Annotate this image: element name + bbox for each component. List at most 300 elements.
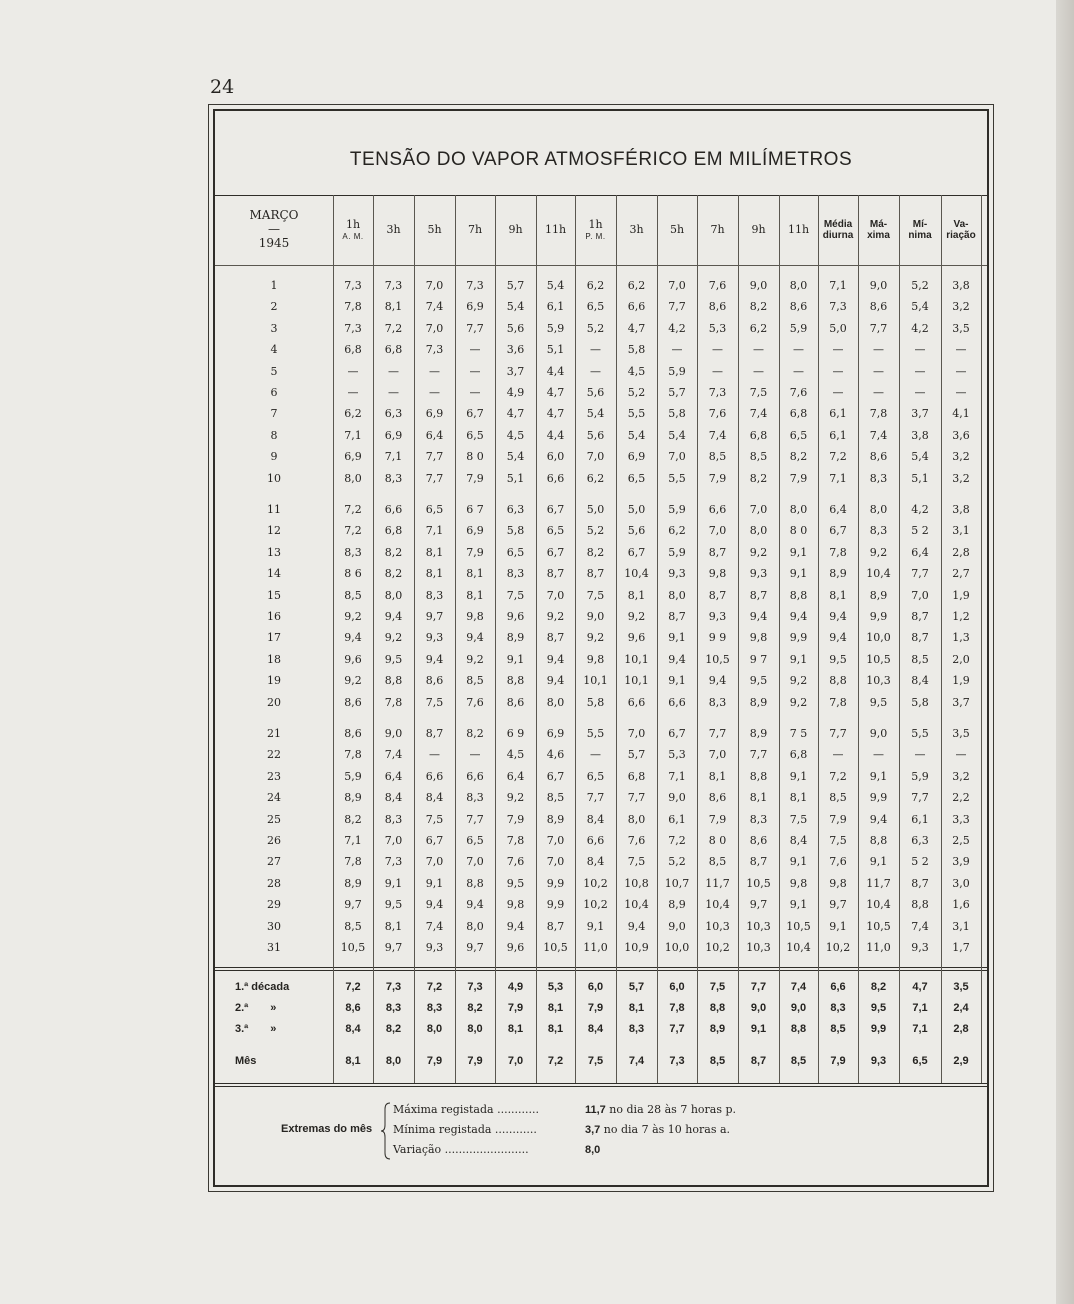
table-cell: 7,2	[344, 524, 362, 538]
table-cell: 3,9	[952, 855, 970, 869]
ditto-mark: »	[270, 1002, 277, 1014]
table-cell: —	[873, 386, 884, 399]
stat-header	[941, 195, 981, 265]
table-cell: 8,0	[749, 524, 768, 538]
table-cell: 9,1	[668, 631, 686, 645]
table-cell: 4,2	[911, 503, 929, 516]
table-cell: 6,3	[384, 407, 403, 421]
table-cell: 10,4	[624, 898, 649, 912]
table-cell: 7,5	[425, 812, 444, 826]
table-cell: 7,1	[344, 428, 362, 442]
hour-header	[414, 195, 455, 265]
table-cell: —	[590, 364, 601, 378]
summary-cell: 8,0	[426, 1023, 443, 1035]
table-cell: 1,9	[952, 674, 970, 688]
hour-header	[495, 195, 536, 265]
table-cell: 7,9	[708, 471, 727, 485]
table-cell: 5,6	[586, 386, 605, 399]
table-cell: 8,7	[586, 567, 605, 581]
extreme-var-value	[585, 1143, 600, 1156]
day-label: 9	[270, 450, 278, 464]
table-cell: 7,6	[466, 695, 484, 709]
summary-cell: 2,4	[953, 1002, 969, 1014]
table-row	[215, 403, 991, 424]
page-edge	[1056, 0, 1074, 1304]
table-cell: 5,0	[829, 321, 847, 335]
table-cell: 9 7	[749, 652, 768, 666]
table-cell: 9,0	[668, 919, 686, 933]
day-label: 4	[270, 343, 278, 357]
table-cell: 9,2	[344, 610, 362, 623]
table-cell: 7,4	[425, 300, 444, 314]
table-cell: 10,9	[624, 941, 649, 954]
table-cell: —	[955, 386, 967, 399]
table-row	[215, 425, 991, 446]
day-label: 22	[267, 748, 281, 762]
table-cell: —	[429, 748, 440, 762]
table-cell: 8,5	[344, 919, 362, 933]
table-cell: 9,4	[546, 674, 565, 688]
stat-header	[818, 195, 858, 265]
table-cell: 7,1	[384, 450, 403, 464]
month-summary-cell: 8,0	[385, 1055, 402, 1067]
summary-cell: 7,2	[345, 981, 361, 993]
hour-header-label: 11h	[787, 222, 810, 236]
hour-header-period: P. M.	[585, 231, 606, 241]
table-cell: 8,2	[789, 450, 808, 464]
table-cell: 8,7	[668, 610, 686, 623]
table-cell: 9,8	[586, 652, 605, 666]
table-cell: 9,6	[506, 941, 525, 954]
table-cell: 9,0	[384, 727, 403, 740]
hour-header	[697, 195, 738, 265]
table-row	[215, 787, 991, 808]
summary-cell: 9,0	[790, 1002, 807, 1014]
table-cell: 8,9	[506, 631, 525, 645]
table-cell: 7,7	[586, 791, 605, 805]
summary-cell: 8,3	[830, 1002, 846, 1014]
table-cell: 5,2	[586, 524, 605, 538]
table-cell: 7,1	[344, 834, 362, 847]
summary-cell: 8,2	[467, 1002, 483, 1014]
table-cell: 7,0	[627, 727, 646, 740]
table-cell: 7,7	[869, 321, 888, 335]
table-cell: 7,9	[466, 471, 484, 485]
table-cell: 9,4	[749, 610, 768, 623]
table-cell: 8,4	[911, 674, 929, 688]
table-cell: 9,4	[668, 652, 686, 666]
summary-cell: 8,8	[709, 1002, 726, 1014]
hour-header	[779, 195, 818, 265]
table-cell: 8,6	[708, 300, 727, 314]
summary-cell: 8,1	[547, 1002, 564, 1014]
table-cell: 7,1	[425, 524, 444, 538]
hour-header	[373, 195, 414, 265]
table-cell: 8,0	[627, 812, 646, 826]
table-row	[215, 542, 991, 563]
table-cell: 5 2	[911, 524, 929, 538]
table-cell: 10,4	[786, 941, 811, 954]
table-cell: 8,2	[344, 812, 362, 826]
table-cell: 6,2	[668, 524, 686, 538]
table-cell: 8,5	[546, 791, 565, 805]
table-cell: 8,2	[586, 545, 605, 559]
table-cell: 8,2	[466, 727, 484, 740]
table-cell: 4,4	[546, 364, 565, 378]
table-cell: 8,1	[384, 919, 403, 933]
table-cell: 9,8	[466, 610, 484, 623]
table-cell: 10,0	[664, 941, 690, 954]
hour-header-period: A. M.	[342, 231, 364, 241]
table-cell: 7,4	[708, 428, 727, 442]
day-label: 11	[267, 503, 281, 516]
day-label: 27	[267, 855, 281, 869]
summary-cell: 7,9	[507, 1002, 524, 1014]
table-cell: 9,4	[829, 610, 847, 623]
table-cell: 1,7	[952, 941, 970, 954]
table-cell: 7,5	[749, 386, 768, 399]
table-row	[215, 809, 991, 830]
table-cell: 7,3	[344, 279, 362, 292]
table-cell: —	[753, 364, 764, 378]
hour-header-label: 9h	[751, 222, 766, 236]
table-cell: 5,7	[668, 386, 686, 399]
day-label: 30	[267, 919, 281, 933]
table-cell: 7,8	[344, 855, 362, 869]
table-cell: 6,9	[627, 450, 646, 464]
table-cell: 3,6	[952, 428, 970, 442]
table-cell: 10,3	[746, 941, 771, 954]
table-cell: 8,7	[708, 588, 727, 602]
table-cell: 9,7	[384, 941, 403, 954]
table-cell: 10,2	[825, 941, 851, 954]
summary-cell: 8,5	[830, 1023, 846, 1035]
table-cell: 6,6	[546, 471, 565, 485]
table-cell: 7,5	[506, 588, 525, 602]
table-cell: 9,1	[506, 652, 525, 666]
page-title: TENSÃO DO VAPOR ATMOSFÉRICO EM MILÍMETROS	[349, 149, 853, 170]
table-cell: 3,7	[952, 695, 970, 709]
table-cell: 8,2	[384, 567, 403, 581]
table-cell: 9,7	[344, 898, 362, 912]
table-cell: 7,9	[506, 812, 525, 826]
summary-cell: 8,2	[870, 981, 887, 993]
month-summary-cell: 7,0	[507, 1055, 524, 1067]
table-cell: 10,1	[583, 674, 608, 688]
table-cell: 8,1	[384, 300, 403, 314]
table-cell: 5,6	[586, 428, 605, 442]
table-cell: 8,5	[344, 588, 362, 602]
table-cell: 7,6	[708, 407, 727, 421]
table-cell: 9,2	[466, 652, 484, 666]
table-cell: 5,6	[627, 524, 646, 538]
table-cell: 6,8	[627, 769, 646, 783]
summary-cell: 7,8	[669, 1002, 685, 1014]
table-cell: 6,9	[384, 428, 403, 442]
table-cell: 6,6	[466, 769, 484, 783]
table-cell: 8,5	[708, 450, 727, 464]
table-cell: 2,5	[952, 834, 970, 847]
table-cell: 7,3	[829, 300, 847, 314]
table-cell: 10,4	[705, 898, 730, 912]
table-cell: 10,5	[866, 919, 891, 933]
table-cell: 10,4	[866, 898, 891, 912]
month-header-month-label: MARÇO	[249, 208, 299, 223]
table-cell: 4,5	[627, 364, 646, 378]
table-cell: 6,3	[506, 503, 525, 516]
table-cell: 6,3	[911, 834, 929, 847]
table-cell: 8,8	[829, 674, 847, 688]
table-cell: 6,6	[425, 769, 444, 783]
table-cell: 6,7	[425, 834, 444, 847]
table-cell: 8,7	[708, 545, 727, 559]
table-cell: 7,5	[829, 834, 847, 847]
table-cell: —	[753, 343, 764, 357]
table-cell: 9,7	[829, 898, 847, 912]
table-cell: —	[388, 386, 399, 399]
table-row	[215, 766, 991, 787]
table-cell: 9,7	[466, 941, 484, 954]
table-cell: 9,4	[506, 919, 525, 933]
table-cell: 7,9	[708, 812, 727, 826]
summary-row	[215, 977, 991, 998]
day-label: 20	[267, 695, 281, 709]
stat-header-line1: Má-	[869, 218, 888, 230]
table-cell: —	[469, 364, 481, 378]
table-cell: 7,7	[466, 812, 484, 826]
table-cell: 7,0	[668, 450, 686, 464]
summary-cell: 8,4	[587, 1023, 604, 1035]
day-label: 21	[267, 727, 281, 740]
table-cell: 7,0	[911, 588, 929, 602]
table-cell: 7,8	[344, 300, 362, 314]
table-cell: 8,1	[789, 791, 808, 805]
table-cell: 6,7	[829, 524, 847, 538]
table-cell: 10,5	[705, 652, 730, 666]
table-cell: 5,9	[668, 503, 686, 516]
table-cell: 1,6	[952, 898, 970, 912]
table-cell: 6,6	[586, 834, 605, 847]
hour-header	[455, 195, 495, 265]
table-cell: 6,5	[627, 471, 646, 485]
summary-cell: 9,0	[750, 1002, 767, 1014]
table-row	[215, 670, 991, 691]
table-cell: —	[955, 364, 967, 378]
table-cell: 7,5	[627, 855, 646, 869]
table-cell: 8,3	[384, 812, 403, 826]
table-cell: 7,2	[829, 450, 847, 464]
table-cell: 9,4	[344, 631, 362, 645]
rule-line	[215, 970, 987, 971]
summary-cell: 8,1	[628, 1002, 645, 1014]
table-cell: 7,0	[749, 503, 768, 516]
table-frame	[208, 104, 994, 1192]
summary-label-text: 3.ª	[235, 1023, 249, 1035]
table-cell: 8,0	[384, 588, 403, 602]
table-cell: 7,0	[546, 855, 565, 869]
table-cell: 8,2	[749, 300, 768, 314]
table-cell: 9,9	[546, 876, 565, 890]
table-cell: 9,5	[384, 652, 403, 666]
table-cell: 9,1	[789, 545, 808, 559]
table-cell: 7,2	[829, 769, 847, 783]
table-cell: 7,3	[466, 279, 484, 292]
table-cell: 11,7	[705, 876, 730, 890]
rule-line	[215, 1083, 987, 1084]
table-cell: 7,9	[466, 545, 484, 559]
table-cell: —	[429, 386, 440, 399]
table-cell: 9,4	[384, 610, 403, 623]
table-cell: 8,7	[911, 610, 929, 623]
day-label: 25	[267, 812, 281, 826]
table-cell: —	[388, 364, 399, 378]
table-cell: —	[469, 343, 481, 357]
table-cell: 9,1	[789, 567, 808, 581]
table-inner	[213, 109, 989, 1187]
table-cell: 7,9	[829, 812, 847, 826]
table-cell: 9,5	[506, 876, 525, 890]
table-cell: 10,5	[786, 919, 811, 933]
table-cell: 6,7	[546, 769, 565, 783]
extreme-min-value	[585, 1123, 730, 1136]
hour-header-label: 1h	[588, 218, 603, 232]
table-cell: 6,5	[425, 503, 444, 516]
table-cell: 5,9	[344, 769, 362, 783]
stat-header-line2: xima	[867, 230, 890, 241]
table-cell: 8,6	[869, 300, 888, 314]
table-cell: 3,8	[952, 503, 970, 516]
table-cell: 7,7	[829, 727, 847, 740]
table-cell: —	[914, 748, 926, 762]
table-cell: 7,7	[466, 321, 484, 335]
table-cell: 5,0	[586, 503, 605, 516]
month-summary-cell: 7,9	[830, 1055, 846, 1067]
table-cell: 8,3	[749, 812, 768, 826]
table-cell: 8,6	[344, 727, 362, 740]
table-cell: 9,8	[506, 898, 525, 912]
month-summary-cell: 8,7	[750, 1055, 767, 1067]
table-cell: —	[671, 343, 683, 357]
table-cell: 5,8	[586, 695, 605, 709]
table-cell: 8,3	[869, 524, 888, 538]
table-cell: 8,0	[344, 471, 362, 485]
extreme-min-number: 3,7	[585, 1124, 601, 1136]
summary-cell: 4,9	[507, 981, 524, 993]
extreme-min-label: Mínima registada ............	[393, 1123, 537, 1136]
table-cell: 8,3	[708, 695, 727, 709]
table-cell: 1,3	[952, 631, 970, 645]
summary-cell: 7,7	[669, 1023, 685, 1035]
table-cell: 8,4	[586, 855, 605, 869]
table-cell: 7,7	[708, 727, 727, 740]
table-cell: 8,7	[911, 876, 929, 890]
month-summary-cell: 7,9	[426, 1055, 443, 1067]
table-cell: 9,0	[749, 279, 768, 292]
table-cell: 6,8	[749, 428, 768, 442]
summary-row	[215, 998, 991, 1019]
summary-cell: 8,0	[467, 1023, 483, 1035]
table-cell: 5,2	[668, 855, 686, 869]
table-cell: 7,5	[586, 588, 605, 602]
table-cell: 8,0	[546, 695, 565, 709]
table-cell: 8,8	[466, 876, 484, 890]
table-cell: —	[955, 343, 967, 357]
extreme-max-number: 11,7	[585, 1104, 606, 1116]
table-cell: 8,9	[829, 567, 847, 581]
table-cell: 6,7	[546, 545, 565, 559]
table-cell: 10,3	[705, 919, 730, 933]
table-cell: 5 2	[911, 855, 929, 869]
table-cell: 3,1	[952, 524, 970, 538]
table-row	[215, 649, 991, 670]
month-summary-cell: 7,3	[669, 1055, 685, 1067]
table-row	[215, 318, 991, 339]
table-cell: 7,0	[546, 588, 565, 602]
table-cell: 7,3	[344, 321, 362, 335]
table-cell: 5,7	[627, 748, 646, 762]
table-cell: 7,4	[425, 919, 444, 933]
day-label: 16	[267, 610, 281, 623]
table-cell: 6,9	[466, 300, 484, 314]
rule-line	[215, 1086, 987, 1087]
table-cell: 5,8	[911, 695, 929, 709]
hour-header	[575, 195, 616, 265]
table-cell: 9,1	[829, 919, 847, 933]
table-cell: 9,2	[749, 545, 768, 559]
table-cell: 4,5	[506, 748, 525, 762]
table-cell: 7,7	[627, 791, 646, 805]
table-cell: 8,6	[344, 695, 362, 709]
table-cell: 5,8	[627, 343, 646, 357]
table-cell: 8,3	[869, 471, 888, 485]
table-cell: 9,8	[749, 631, 768, 645]
table-cell: 5,9	[789, 321, 808, 335]
hour-header-label: 5h	[427, 222, 442, 236]
table-cell: 7,6	[829, 855, 847, 869]
table-cell: 7,4	[869, 428, 888, 442]
table-cell: 10,3	[746, 919, 771, 933]
table-cell: 9,4	[627, 919, 646, 933]
stat-header	[858, 195, 899, 265]
table-cell: —	[347, 364, 359, 378]
table-cell: 10,5	[746, 876, 771, 890]
table-row	[215, 382, 991, 403]
table-cell: 4,4	[546, 428, 565, 442]
table-cell: 10,5	[543, 941, 568, 954]
month-header-year: 1945	[258, 235, 290, 250]
extreme-max-detail: no dia 28 às 7 horas p.	[605, 1103, 737, 1116]
stat-header-line2: nima	[908, 230, 932, 241]
table-row	[215, 916, 991, 937]
day-label: 7	[270, 407, 278, 421]
table-cell: 8,6	[789, 300, 808, 314]
table-cell: 5,5	[627, 407, 646, 421]
table-cell: 8,3	[425, 588, 444, 602]
summary-cell: 8,1	[507, 1023, 524, 1035]
table-cell: 7,1	[829, 471, 847, 485]
summary-cell: 7,4	[790, 981, 807, 993]
table-cell: 8,9	[668, 898, 686, 912]
table-cell: 6,6	[627, 695, 646, 709]
summary-cell: 8,3	[385, 1002, 402, 1014]
table-cell: 7,6	[708, 279, 727, 292]
table-cell: 7,7	[911, 567, 929, 581]
table-row	[215, 585, 991, 606]
table-cell: 7,0	[668, 279, 686, 292]
day-label: 19	[267, 674, 281, 688]
table-cell: 9,8	[708, 567, 727, 581]
summary-cell: 8,8	[790, 1023, 807, 1035]
